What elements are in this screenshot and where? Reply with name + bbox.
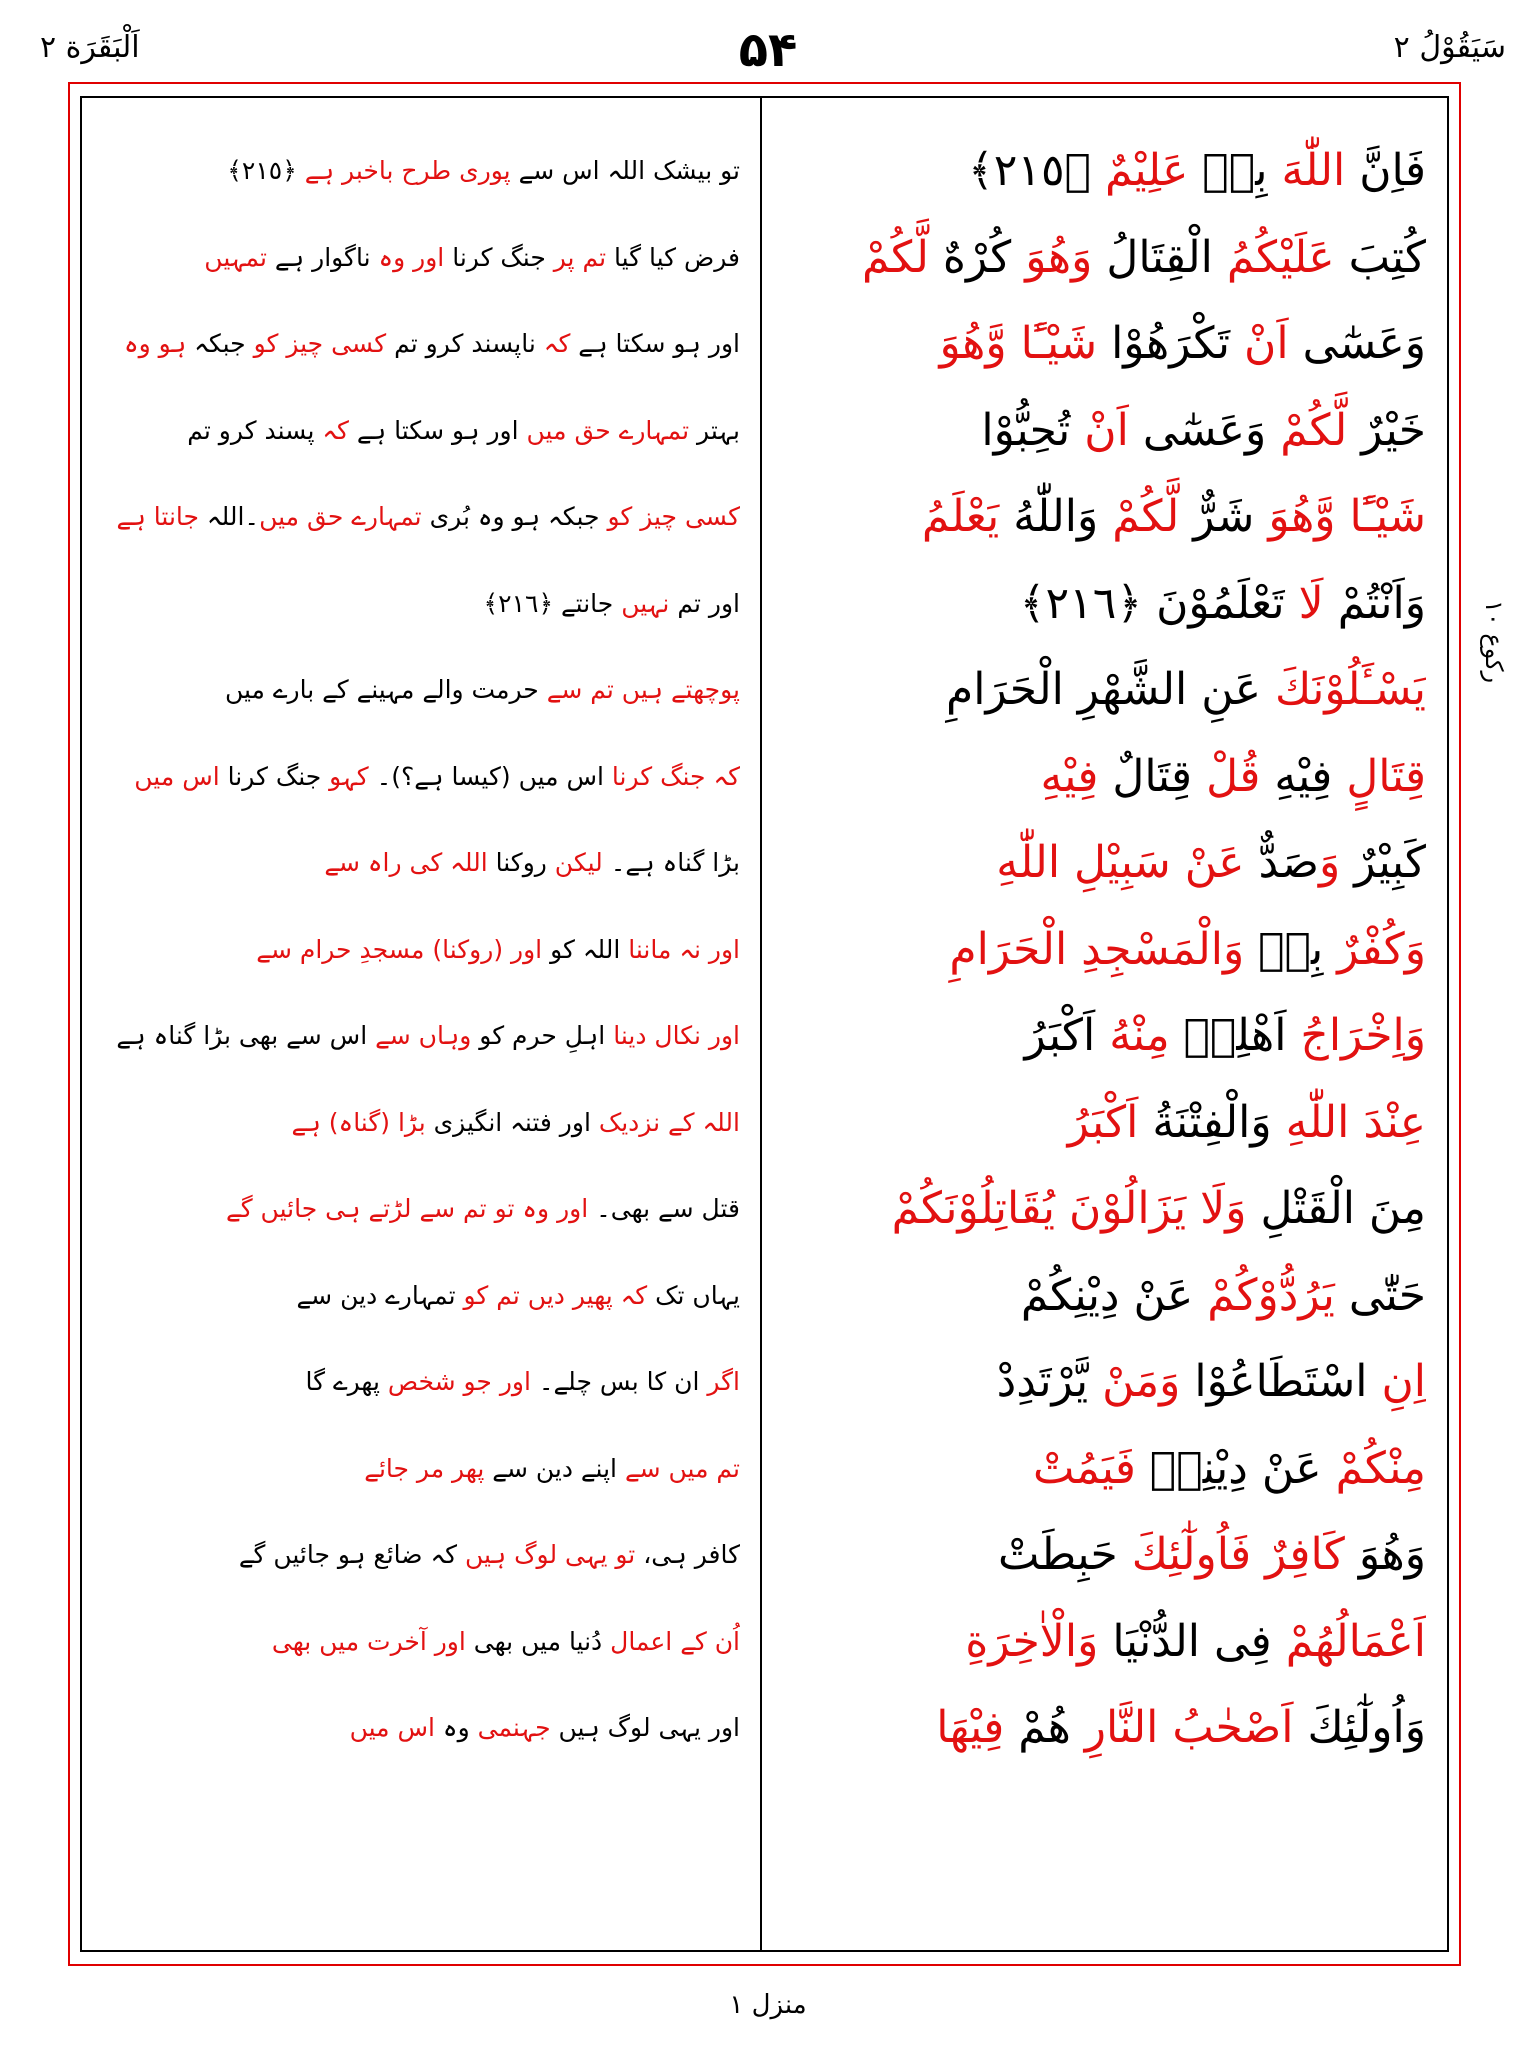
- urdu-segment: جنگ کرنا: [219, 761, 322, 791]
- arabic-segment: فَاِنَّ: [1345, 145, 1426, 196]
- arabic-segment: وَاللّٰهُ: [999, 491, 1099, 542]
- urdu-segment: دُنیا میں بھی: [465, 1626, 603, 1656]
- urdu-segment: بہتر: [689, 415, 740, 445]
- urdu-segment: کہ جنگ کرنا: [603, 761, 740, 791]
- verse-line: [0, 474, 1536, 560]
- verse-line: [0, 215, 1536, 301]
- urdu-segment: اس میں: [134, 761, 220, 791]
- urdu-segment: وہ: [434, 1713, 470, 1742]
- urdu-translation: [110, 301, 740, 387]
- urdu-segment: اور (روکنا): [424, 934, 543, 964]
- urdu-segment: تمہارے حق میں: [518, 415, 690, 445]
- arabic-segment: كُرْهٌ: [928, 231, 1012, 283]
- arabic-segment: عَلَيْكُمُ: [1212, 231, 1335, 283]
- urdu-segment: ہو وہ: [123, 329, 187, 358]
- urdu-translation: [110, 993, 740, 1079]
- arabic-segment: اَنْ: [1070, 404, 1129, 456]
- arabic-text: [786, 128, 1426, 214]
- page-number: ۵۴: [738, 22, 798, 78]
- arabic-segment: وَالْاٰخِرَةِ: [965, 1615, 1099, 1667]
- arabic-segment: لَّكُمْ: [861, 231, 929, 283]
- arabic-segment: مِنَ الْقَتْلِ: [1246, 1183, 1426, 1234]
- arabic-segment: صَدٌّ: [1244, 837, 1319, 888]
- arabic-segment: سَبِيْلِ اللّٰهِ: [996, 837, 1171, 888]
- arabic-text: [786, 734, 1426, 820]
- urdu-segment: تمہارے دین سے: [296, 1280, 456, 1310]
- arabic-segment: وَّهُوَ: [1254, 491, 1336, 542]
- verse-line: [0, 1512, 1536, 1598]
- arabic-segment: شَيْـًٔا: [1335, 491, 1426, 542]
- arabic-segment: تُحِبُّوْا: [981, 404, 1071, 456]
- urdu-segment: قتل سے بھی۔: [588, 1194, 740, 1223]
- urdu-segment: اللہ کے نزدیک: [590, 1107, 740, 1137]
- arabic-text: [786, 820, 1426, 906]
- arabic-segment: فِى الدُّنْيَا: [1098, 1615, 1272, 1667]
- urdu-segment: اور ہو سکتا ہے: [570, 329, 740, 358]
- verse-line: [0, 301, 1536, 387]
- surah-name: اَلْبَقَرَة ٢: [40, 30, 140, 65]
- arabic-segment: وَاُولٰٓئِكَ: [1293, 1702, 1426, 1753]
- urdu-segment: جنگ کرنا: [444, 242, 546, 272]
- verse-line: [0, 647, 1536, 733]
- urdu-translation: [110, 1512, 740, 1598]
- urdu-segment: پھرے گا: [305, 1367, 380, 1396]
- arabic-segment: كُتِبَ: [1334, 231, 1426, 283]
- urdu-translation: [110, 1080, 740, 1166]
- urdu-segment: اللہ کی راہ سے: [324, 848, 488, 877]
- urdu-segment: بڑا گناہ ہے۔: [602, 848, 740, 877]
- urdu-segment: اس میں (کیسا ہے؟)۔: [368, 761, 604, 791]
- urdu-translation: [110, 1426, 740, 1512]
- arabic-segment: بِهٖ: [1244, 923, 1324, 975]
- urdu-segment: ۔اللہ: [198, 502, 260, 531]
- arabic-segment: اَصْحٰبُ النَّارِ: [1070, 1702, 1294, 1753]
- urdu-segment: اگر: [699, 1367, 740, 1396]
- urdu-segment: اس سے بھی بڑا گناہ ہے: [116, 1021, 368, 1050]
- arabic-segment: فِيْهَا: [936, 1702, 1005, 1753]
- urdu-segment: ناپسند کرو تم: [386, 329, 536, 358]
- urdu-translation: [110, 1339, 740, 1425]
- arabic-segment: شَيْـًٔا: [1006, 318, 1098, 369]
- verse-line: [0, 1080, 1536, 1166]
- arabic-text: [786, 388, 1426, 474]
- arabic-text: [786, 561, 1426, 647]
- urdu-segment: تو بیشک اللہ اس سے: [510, 156, 740, 185]
- verse-line: [0, 1426, 1536, 1512]
- arabic-text: [786, 1339, 1426, 1425]
- arabic-segment: فِيْهِ: [1260, 750, 1333, 802]
- verse-line: [0, 820, 1536, 906]
- verse-line: [0, 1166, 1536, 1252]
- arabic-segment: وَعَسٰٓى: [1128, 404, 1267, 456]
- verse-line: [0, 1599, 1536, 1685]
- urdu-segment: اور نہ ماننا: [620, 934, 740, 964]
- arabic-segment: فِيْهِ: [1040, 750, 1099, 802]
- urdu-translation: [110, 1599, 740, 1685]
- urdu-translation: [110, 734, 740, 820]
- arabic-segment: حَتّٰى: [1334, 1269, 1426, 1321]
- arabic-segment: تَعْلَمُوْنَ: [1142, 577, 1285, 629]
- verse-line: [0, 388, 1536, 474]
- urdu-segment: وہاں سے: [367, 1021, 472, 1050]
- urdu-segment: نہیں: [613, 588, 670, 618]
- arabic-segment: اسْتَطَاعُوْا: [1180, 1356, 1368, 1407]
- arabic-segment: وَمَنْ: [1088, 1356, 1181, 1407]
- arabic-segment: وَاِخْرَاجُ: [1286, 1010, 1426, 1061]
- urdu-segment: بڑا (گناہ) ہے: [291, 1107, 426, 1137]
- urdu-segment: جبکہ ہو وہ: [469, 502, 600, 531]
- arabic-segment: ﴿٢١٦﴾: [1019, 577, 1143, 629]
- verse-line: [0, 907, 1536, 993]
- urdu-segment: اپنے دین سے: [484, 1453, 617, 1483]
- arabic-segment: لَّكُمْ: [1266, 404, 1348, 456]
- urdu-translation: [110, 1685, 740, 1771]
- arabic-text: [786, 474, 1426, 560]
- arabic-segment: تَكْرَهُوْا: [1097, 318, 1231, 369]
- arabic-text: [786, 1080, 1426, 1166]
- arabic-segment: يَسْـَٔلُوْنَكَ: [1261, 664, 1426, 715]
- urdu-segment: اہلِ حرم کو: [471, 1021, 606, 1050]
- arabic-segment: وَلَا يَزَالُوْنَ: [1054, 1183, 1247, 1234]
- arabic-segment: مِنْهُ: [1095, 1010, 1170, 1061]
- arabic-segment: وَهُوَ: [1011, 231, 1093, 283]
- urdu-segment: اُن کے اعمال: [602, 1626, 740, 1656]
- arabic-segment: قُلْ: [1192, 750, 1261, 802]
- arabic-segment: اَكْبَرُ: [1067, 1096, 1139, 1148]
- arabic-text: [786, 1166, 1426, 1252]
- arabic-segment: وَكُفْرٌ: [1323, 923, 1426, 975]
- urdu-segment: پوری طرح باخبر ہے: [304, 156, 511, 185]
- urdu-segment: کہو: [321, 761, 369, 791]
- arabic-segment: وَالْفِتْنَةُ: [1138, 1096, 1272, 1148]
- urdu-translation: [110, 820, 740, 906]
- arabic-segment: وَهُوَ: [1344, 1529, 1426, 1580]
- urdu-segment: بُری: [421, 502, 470, 531]
- urdu-segment: تم پر: [545, 242, 607, 272]
- urdu-segment: پسند کرو تم: [187, 415, 315, 445]
- arabic-segment: عَنْ دِيْنِكُمْ: [1020, 1269, 1194, 1321]
- verse-line: [0, 734, 1536, 820]
- urdu-segment: تم میں سے: [617, 1453, 740, 1483]
- urdu-segment: یہاں تک: [647, 1280, 740, 1310]
- arabic-segment: وَّهُوَ: [939, 318, 1007, 369]
- arabic-text: [786, 1599, 1426, 1685]
- urdu-segment: ﴿٢١٥﴾: [227, 156, 305, 185]
- urdu-segment: اور آخرت میں بھی: [271, 1626, 466, 1656]
- urdu-segment: کہ: [535, 329, 571, 358]
- arabic-segment: شَرٌّ: [1179, 491, 1255, 542]
- urdu-segment: جانتے ﴿٢١٦﴾: [483, 588, 614, 618]
- urdu-translation: [110, 388, 740, 474]
- urdu-segment: کہ ضائع ہو جائیں گے: [238, 1540, 458, 1569]
- urdu-segment: فرض کیا گیا: [606, 242, 740, 272]
- urdu-segment: حرمت والے مہینے کے بارے میں: [224, 675, 539, 704]
- surah-para-name: سَيَقُوْلُ ٢: [1393, 30, 1506, 65]
- urdu-segment: تمہیں: [204, 242, 267, 272]
- manzil-label: منزل ١: [729, 1990, 807, 2020]
- verse-line: [0, 993, 1536, 1079]
- arabic-segment: بِهٖ: [1188, 145, 1268, 196]
- arabic-segment: فَاُولٰٓئِكَ: [1117, 1529, 1252, 1580]
- arabic-segment: مِنْكُمْ: [1321, 1442, 1426, 1494]
- urdu-segment: ان کا بس چلے۔: [530, 1367, 700, 1396]
- arabic-segment: اِنِ: [1367, 1356, 1426, 1407]
- urdu-segment: اس میں: [349, 1713, 435, 1742]
- urdu-segment: اور نکال دینا: [605, 1021, 740, 1050]
- arabic-segment: يَّرْتَدِدْ: [996, 1356, 1089, 1407]
- arabic-text: [786, 993, 1426, 1079]
- arabic-segment: وَعَسٰٓى: [1288, 318, 1426, 369]
- arabic-segment: يَرُدُّوْكُمْ: [1193, 1269, 1335, 1321]
- urdu-segment: کسی چیز کو: [245, 329, 387, 358]
- urdu-segment: جہنمی: [469, 1713, 551, 1742]
- urdu-segment: کافر ہی،: [635, 1540, 740, 1569]
- urdu-segment: لیکن: [546, 848, 603, 877]
- urdu-segment: اللہ کو: [542, 934, 621, 964]
- verse-line: [0, 128, 1536, 214]
- arabic-segment: عِنْدَ اللّٰهِ: [1271, 1096, 1426, 1148]
- urdu-segment: جانتا ہے: [116, 502, 199, 531]
- arabic-segment: عَلِيْمٌ: [1091, 145, 1189, 196]
- urdu-segment: پھر مر جائے: [364, 1453, 485, 1483]
- arabic-segment: اَهْلِهٖ: [1169, 1010, 1287, 1061]
- urdu-segment: اور یہی لوگ ہیں: [550, 1713, 740, 1742]
- arabic-segment: قِتَالٌ: [1098, 750, 1193, 802]
- urdu-segment: اور وہ: [370, 242, 445, 272]
- arabic-segment: فَيَمُتْ: [1032, 1442, 1136, 1494]
- urdu-segment: کہ: [314, 415, 349, 445]
- urdu-segment: کہ پھیر دیں تم کو: [455, 1280, 648, 1310]
- urdu-translation: [110, 907, 740, 993]
- urdu-segment: اور فتنہ انگیزی: [425, 1107, 591, 1137]
- arabic-segment: اَكْبَرُ: [1024, 1010, 1096, 1061]
- verse-line: [0, 561, 1536, 647]
- urdu-segment: کسی چیز کو: [599, 502, 740, 531]
- arabic-segment: حَبِطَتْ: [997, 1529, 1118, 1580]
- arabic-segment: هُمْ: [1004, 1702, 1071, 1753]
- arabic-segment: عَنْ دِيْنِهٖ: [1135, 1442, 1322, 1494]
- arabic-text: [786, 1512, 1426, 1598]
- arabic-segment: خَيْرٌ: [1347, 404, 1426, 456]
- arabic-segment: لَّكُمْ: [1098, 491, 1180, 542]
- urdu-segment: ناگوار ہے: [266, 242, 371, 272]
- urdu-segment: مسجدِ حرام سے: [256, 934, 425, 964]
- arabic-segment: يَعْلَمُ: [921, 491, 1000, 542]
- verse-line: [0, 1685, 1536, 1771]
- arabic-segment: الْقِتَالُ: [1092, 231, 1213, 283]
- urdu-translation: [110, 215, 740, 301]
- urdu-translation: [110, 561, 740, 647]
- urdu-segment: روکنا: [487, 848, 547, 877]
- urdu-segment: اور وہ تو تم سے لڑتے ہی جائیں گے: [226, 1194, 589, 1223]
- arabic-segment: كَبِيْرٌ: [1340, 837, 1426, 888]
- arabic-text: [786, 1426, 1426, 1512]
- verse-line: [0, 1253, 1536, 1339]
- arabic-segment: لَا: [1284, 577, 1324, 629]
- arabic-segment: كَافِرٌ: [1251, 1529, 1345, 1580]
- urdu-translation: [110, 1166, 740, 1252]
- arabic-segment: يُقَاتِلُوْنَكُمْ: [891, 1183, 1055, 1234]
- arabic-segment: اَنْ: [1230, 318, 1289, 369]
- arabic-segment: وَ: [1318, 837, 1341, 888]
- arabic-segment: قِتَالٍ: [1332, 750, 1426, 802]
- arabic-text: [786, 1253, 1426, 1339]
- arabic-segment: عَنِ الشَّهْرِ الْحَرَامِ: [946, 664, 1261, 715]
- arabic-text: [786, 301, 1426, 387]
- verse-line: [0, 1339, 1536, 1425]
- urdu-segment: اور تم: [669, 588, 740, 618]
- arabic-segment: اللّٰهَ: [1267, 145, 1346, 196]
- arabic-text: [786, 647, 1426, 733]
- arabic-segment: وَاَنْتُمْ: [1323, 577, 1426, 629]
- arabic-text: [786, 215, 1426, 301]
- arabic-segment: وَالْمَسْجِدِ الْحَرَامِ: [949, 923, 1245, 975]
- urdu-segment: تمہارے حق میں: [259, 502, 422, 531]
- urdu-segment: پوچھتے ہیں تم سے: [538, 675, 740, 704]
- urdu-segment: اور ہو سکتا ہے: [348, 415, 519, 445]
- urdu-segment: تو یہی لوگ ہیں: [457, 1540, 636, 1569]
- urdu-translation: [110, 128, 740, 214]
- urdu-segment: جبکہ: [186, 329, 246, 358]
- urdu-translation: [110, 1253, 740, 1339]
- arabic-segment: اَعْمَالُهُمْ: [1271, 1615, 1426, 1667]
- arabic-segment: ﴿٢١٥﴾: [967, 145, 1092, 196]
- urdu-segment: اور جو شخص: [379, 1367, 531, 1396]
- urdu-translation: [110, 647, 740, 733]
- arabic-text: [786, 1685, 1426, 1771]
- urdu-translation: [110, 474, 740, 560]
- arabic-text: [786, 907, 1426, 993]
- ruku-marker: رکوع ١٠: [1480, 600, 1508, 684]
- arabic-segment: عَنْ: [1170, 837, 1245, 888]
